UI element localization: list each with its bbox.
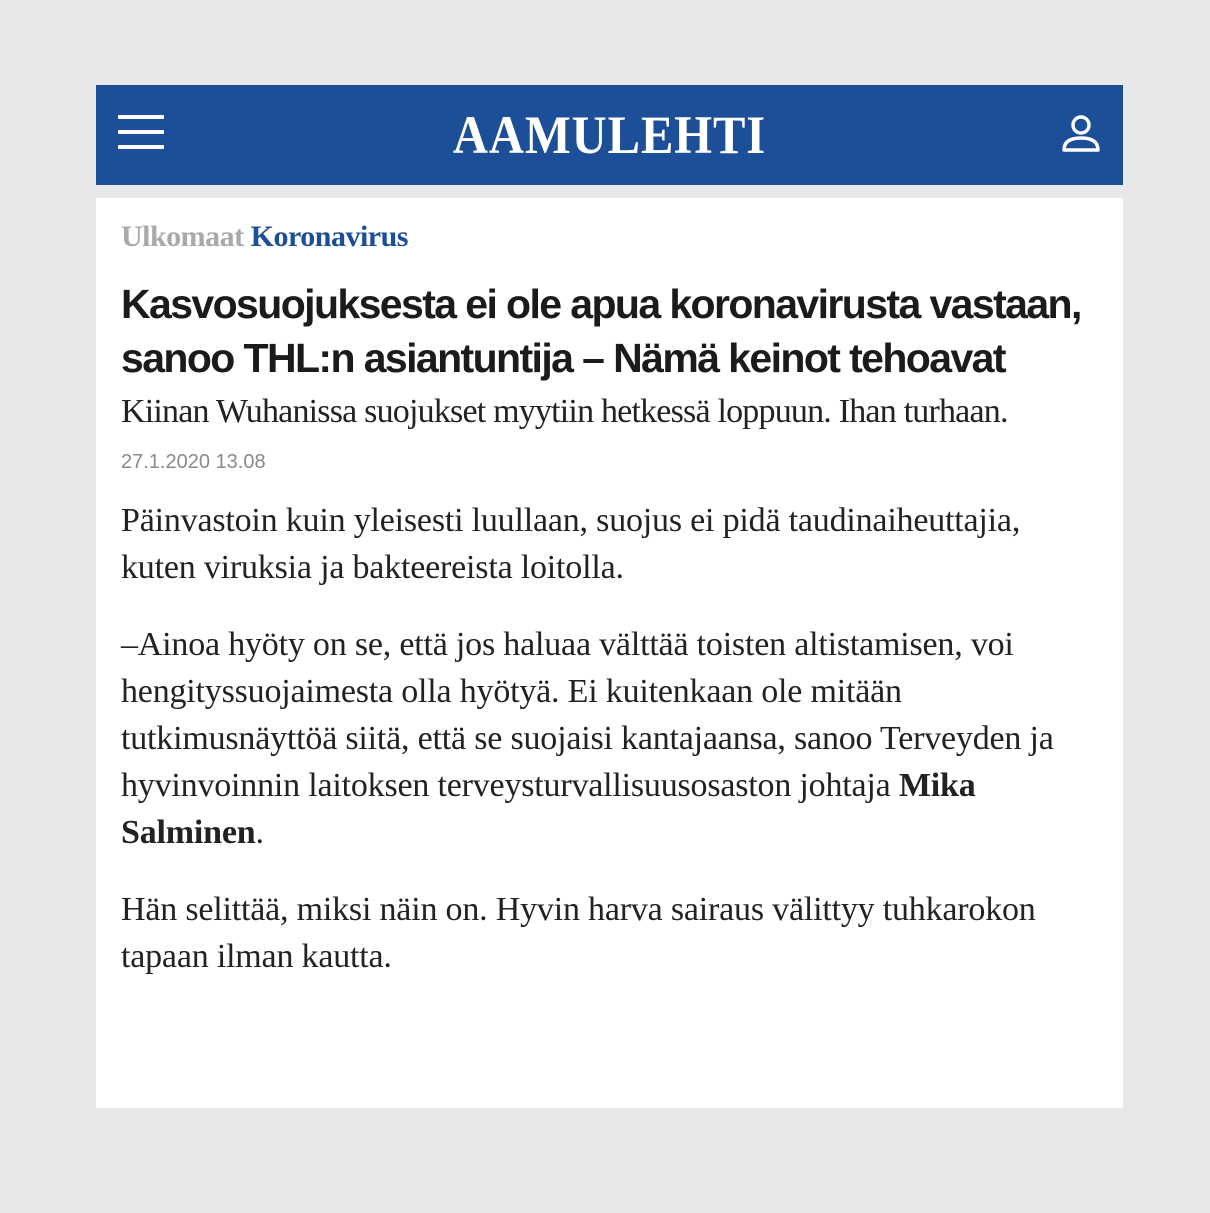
article-date: 27.1.2020 13.08 bbox=[121, 451, 266, 473]
breadcrumb-section[interactable]: Ulkomaat bbox=[121, 220, 244, 253]
person-name: Mika Salminen bbox=[121, 767, 976, 851]
paragraph-text: . bbox=[255, 814, 264, 851]
site-header bbox=[96, 85, 1123, 185]
article-title: Kasvosuojuksesta ei ole apua koronavirusta vastaan, sanoo THL:n asiantuntija – Nämä keinot tehoavat bbox=[121, 281, 1081, 381]
paragraph-text: –Ainoa hyöty on se, että jos haluaa välttää toisten altistamisen, voi hengityssuojaimesta olla hyötyä. Ei kuitenkaan ole mitään tutkimusnäyttöä siitä, että se suojaisi kantajaansa, sanoo Terveyden ja hyvinvoinnin laitoksen terveysturvallisuusosaston johtaja bbox=[121, 626, 1054, 804]
article-content bbox=[121, 215, 1101, 980]
article-paragraph: Päinvastoin kuin yleisesti luullaan, suojus ei pidä taudinaiheuttajia, kuten viruksia ja bakteereista loitolla. bbox=[121, 502, 1021, 586]
article-paragraph bbox=[121, 621, 1101, 856]
article-frame bbox=[96, 85, 1123, 1108]
header-divider bbox=[96, 185, 1123, 198]
user-svg bbox=[1060, 113, 1102, 155]
article-lead: Kiinan Wuhanissa suojukset myytiin hetkessä loppuun. Ihan turhaan. bbox=[121, 393, 1008, 430]
breadcrumb-topic[interactable]: Koronavirus bbox=[250, 220, 408, 253]
site-logo[interactable]: AAMULEHTI bbox=[452, 105, 767, 165]
breadcrumb bbox=[121, 215, 1101, 259]
article-paragraph: Hän selittää, miksi näin on. Hyvin harva sairaus välittyy tuhkarokon tapaan ilman kautta. bbox=[121, 891, 1036, 975]
user-profile-icon[interactable] bbox=[1060, 113, 1102, 155]
